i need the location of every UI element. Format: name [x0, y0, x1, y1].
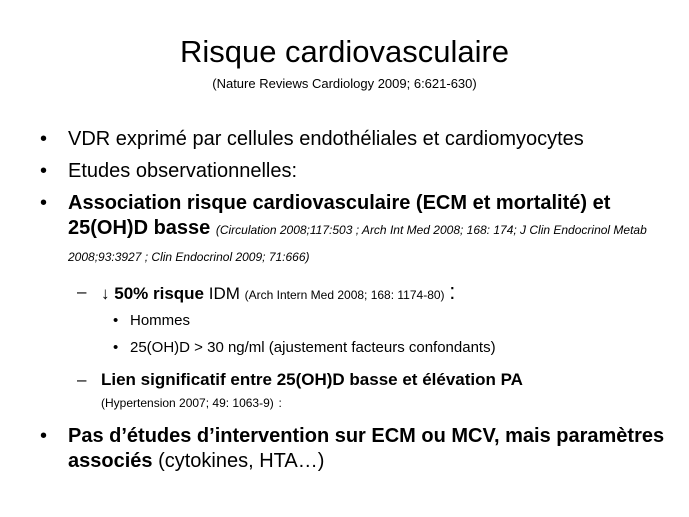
- bullet-dot-icon: •: [40, 128, 48, 150]
- bullet-etudes: [40, 159, 668, 184]
- sub-sub-bullet-hommes: [113, 311, 650, 331]
- sub-bullet-risque: [77, 279, 671, 306]
- down-arrow-icon: ↓: [101, 284, 110, 303]
- bullet-dot-icon: •: [40, 425, 48, 447]
- bullet-text: VDR exprimé par cellules endothéliales et cardiomyocytes: [68, 128, 584, 150]
- bullet-dot-icon: •: [40, 160, 48, 182]
- sub-bullet-text: IDM: [208, 284, 240, 303]
- bullet-bold-text: Pas d’études d’intervention sur ECM ou MCV, mais paramètres associés: [68, 425, 665, 472]
- bullet-association: [40, 191, 668, 270]
- sub-bullet-bold-text: 50% risque: [114, 284, 204, 303]
- sub-sub-bullet-text: 25(OH)D > 30 ng/ml (ajustement facteurs confondants): [130, 339, 496, 356]
- sub-sub-bullet-text: Hommes: [130, 312, 191, 329]
- bullet-text: Etudes observationnelles:: [68, 160, 298, 182]
- bullet-vdr: [40, 127, 668, 152]
- bullet-bold-text: Association risque cardiovasculaire (ECM et mortalité) et 25(OH)D basse: [68, 192, 611, 239]
- bullet-pas-etudes: [40, 424, 668, 474]
- dash-icon: –: [77, 282, 87, 301]
- page-title: Risque cardiovasculaire: [179, 34, 510, 69]
- sub-bullet-bold-text: Lien significatif entre 25(OH)D basse et élévation PA: [101, 370, 523, 389]
- sub-bullet-lien: [77, 369, 671, 414]
- sub-bullet-reference: (Hypertension 2007; 49: 1063-9): [101, 396, 274, 410]
- sub-bullet-colon: :: [449, 279, 456, 304]
- bullet-reference: (Circulation 2008;117:503 ; Arch Int Med 2008; 168: 174; J Clin Endocrinol Metab 2008;93:3927 ; Clin Endocrinol 2009; 71:666): [68, 223, 647, 264]
- page-subtitle: (Nature Reviews Cardiology 2009; 6:621-630): [212, 76, 477, 91]
- bullet-dot-icon: •: [40, 192, 48, 214]
- bullet-dot-icon: •: [113, 312, 119, 329]
- dash-icon: –: [77, 370, 87, 389]
- sub-bullet-colon: :: [278, 396, 282, 410]
- bullet-text: (cytokines, HTA…): [158, 450, 325, 472]
- sub-bullet-reference: (Arch Intern Med 2008; 168: 1174-80): [244, 288, 445, 302]
- sub-sub-bullet-seuil: [113, 338, 650, 358]
- bullet-dot-icon: •: [113, 339, 119, 356]
